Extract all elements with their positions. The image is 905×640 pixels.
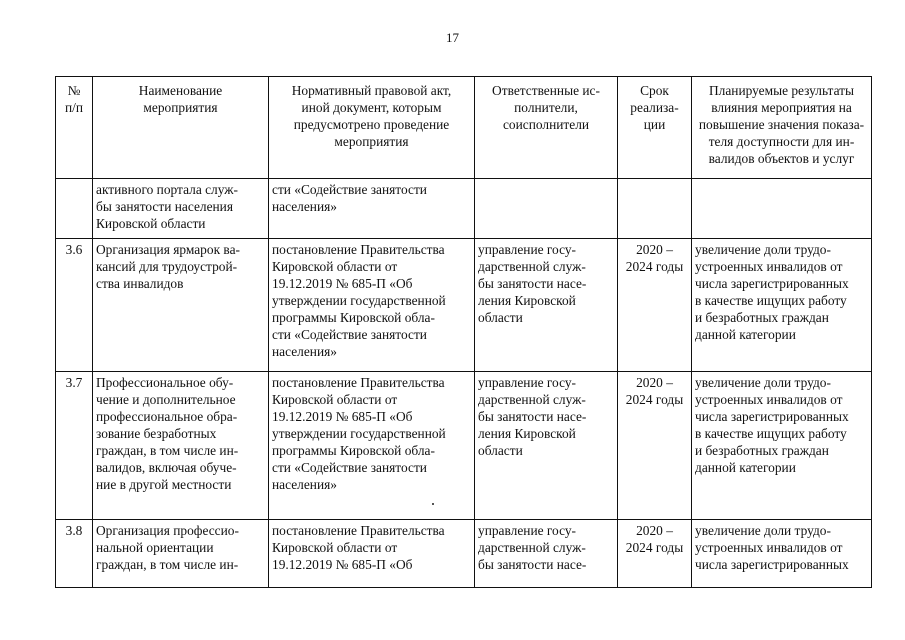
table-row xyxy=(56,179,872,239)
row-term: 2020 – 2024 годы xyxy=(618,520,692,588)
header-result: Планируемые результаты влияния мероприятия на повышение значения показа- теля доступности для ин- валидов объектов и услуг xyxy=(692,77,872,179)
row-act: постановление Правительства Кировской области от 19.12.2019 № 685-П «Об утверждении государственной программы Кировской обла- сти «Содействие занятости населения» xyxy=(269,239,475,372)
row-responsible: управление госу- дарственной служ- бы занятости насе- ления Кировской области xyxy=(475,239,618,372)
row-result xyxy=(692,179,872,239)
row-term: 2020 – 2024 годы xyxy=(618,372,692,520)
row-responsible: управление госу- дарственной служ- бы занятости насе- xyxy=(475,520,618,588)
row-responsible xyxy=(475,179,618,239)
table-row xyxy=(56,239,872,372)
page-number: 17 xyxy=(446,30,459,45)
row-result: увеличение доли трудо- устроенных инвалидов от числа зарегистрированных в качестве ищущих работу и безработных граждан данной категории xyxy=(692,239,872,372)
row-num xyxy=(56,179,93,239)
table-header-row xyxy=(56,77,872,179)
row-result: увеличение доли трудо- устроенных инвалидов от числа зарегистрированных xyxy=(692,520,872,588)
header-num: № п/п xyxy=(56,77,93,179)
table-row xyxy=(56,372,872,520)
row-responsible: управление госу- дарственной служ- бы занятости насе- ления Кировской области xyxy=(475,372,618,520)
header-name: Наименование мероприятия xyxy=(93,77,269,179)
header-responsible: Ответственные ис- полнители, соисполнители xyxy=(475,77,618,179)
row-num: 3.7 xyxy=(56,372,93,520)
table-row xyxy=(56,520,872,588)
row-term xyxy=(618,179,692,239)
row-term: 2020 – 2024 годы xyxy=(618,239,692,372)
header-act: Нормативный правовой акт, иной документ, которым предусмотрено проведение мероприятия xyxy=(269,77,475,179)
row-num: 3.8 xyxy=(56,520,93,588)
measures-table xyxy=(55,76,872,588)
row-act: сти «Содействие занятости населения» xyxy=(269,179,475,239)
row-name: активного портала служ- бы занятости населения Кировской области xyxy=(93,179,269,239)
header-term: Срок реализа- ции xyxy=(618,77,692,179)
row-act: постановление Правительства Кировской области от 19.12.2019 № 685-П «Об xyxy=(269,520,475,588)
row-num: 3.6 xyxy=(56,239,93,372)
row-act: постановление Правительства Кировской области от 19.12.2019 № 685-П «Об утверждении государственной программы Кировской обла- сти «Содействие занятости населения» xyxy=(269,372,475,520)
row-name: Организация профессио- нальной ориентации граждан, в том числе ин- xyxy=(93,520,269,588)
row-name: Профессиональное обу- чение и дополнительное профессиональное обра- зование безработных граждан, в том числе ин- валидов, включая обуче- ние в другой местности xyxy=(93,372,269,520)
row-result: увеличение доли трудо- устроенных инвалидов от числа зарегистрированных в качестве ищущих работу и безработных граждан данной категории xyxy=(692,372,872,520)
scan-speck xyxy=(432,503,434,505)
row-name: Организация ярмарок ва- кансий для трудоустрой- ства инвалидов xyxy=(93,239,269,372)
